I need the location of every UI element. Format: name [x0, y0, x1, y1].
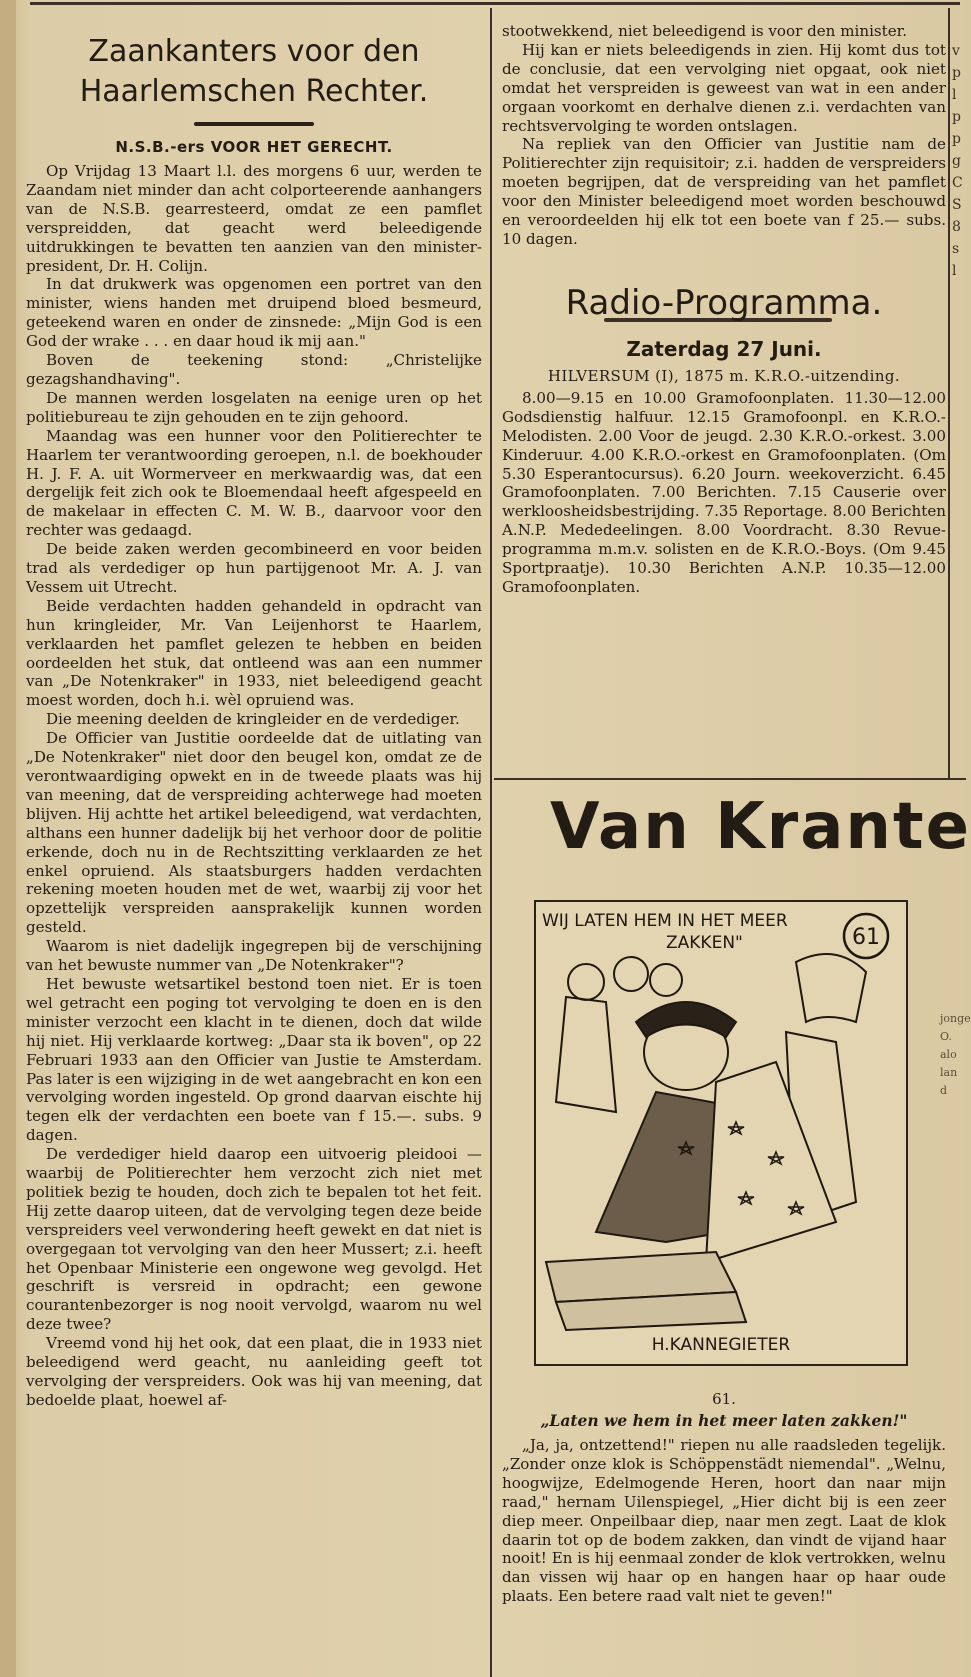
- cartoon-panel: [534, 900, 908, 1366]
- radio-program: 8.00—9.15 en 10.00 Gramofoonplaten. 11.30—12.00 Godsdienstig halfuur. 12.15 Gramofoonpl. en K.R.O.-Melodisten. 2.00 Voor de jeugd. 2.30 K.R.O.-orkest. 3.00 Kinderuur. 4.00 K.R.O.-orkest en Gramofoonplaten. (Om 5.30 Esperantocursus). 6.20 Journ. weekoverzicht. 6.45 Gramofoonplaten. 7.00 Berichten. 7.15 Causerie over werkloosheidsbestrijding. 7.35 Reportage. 8.00 Berichten A.N.P. Mededeelingen. 8.00 Voordracht. 8.30 Revue-programma m.m.v. solisten en de K.R.O.-Boys. (Om 9.45 Sportpraatje). 10.30 Berichten A.N.P. 10.35—12.00 Gramofoonplaten.: [502, 388, 946, 596]
- margin-fragment: lan: [940, 1066, 958, 1079]
- artist-signature: H.KANNEGIETER: [651, 1335, 791, 1355]
- page-edge: [0, 0, 16, 1677]
- cartoon-number: 61: [852, 925, 880, 950]
- cartoon-speech-line2: ZAKKEN": [666, 933, 743, 953]
- article-headline: Zaankanters voor den Haarlemschen Rechter.: [79, 34, 429, 109]
- margin-letter: v: [952, 43, 960, 59]
- article-paragraph: Die meening deelden de kringleider en de verdediger.: [46, 710, 460, 729]
- cartoon-illustration: [536, 902, 906, 1364]
- article-column: [26, 20, 482, 1410]
- margin-letter: S: [952, 197, 962, 213]
- article-paragraph: Vreemd vond hij het ook, dat een plaat, die in 1933 niet beleedigend werd geacht, nu aanleiding geeft tot vervolging der verspreiders. Ook was hij van meening, dat bedoelde plaat, hoewel af-: [26, 1334, 482, 1409]
- margin-fragment: O.: [940, 1030, 952, 1043]
- margin-letter: g: [952, 153, 961, 169]
- article-paragraph: De verdediger hield daarop een uitvoerig pleidooi — waarbij de Politierechter hem verzocht zich niet met politiek bezig te houden, doch zich te bepalen tot het feit. Hij zette daarop uiteen, dat de vervolging tegen deze beide verspreiders veel verwondering heeft gewekt en dat niet is overgegaan tot vervolging van den heer Mussert; z.i. heeft het Openbaar Ministerie een ongewone weg gevolgd. Het geschrift is versreid in opdracht; een gewone courantenbezorger is nog nooit vervolgd, waarom nu wel deze twee?: [26, 1145, 482, 1334]
- cartoon-speech: [542, 911, 793, 953]
- strip-heading: Van Krante: [550, 790, 971, 864]
- margin-letter: l: [952, 87, 957, 103]
- central-figure: [596, 1002, 836, 1262]
- radio-station: HILVERSUM (I), 1875 m. K.R.O.-uitzending.: [547, 366, 901, 385]
- article-paragraph: De mannen werden losgelaten na eenige uren op het politiebureau te zijn gehouden en te zijn gehoord.: [26, 388, 482, 426]
- adjacent-column-fragment: [952, 40, 966, 282]
- strip-title: „Laten we hem in het meer laten zakken!": [540, 1411, 908, 1430]
- radio-title: Radio-Programma.: [565, 282, 883, 323]
- cartoon-speech-line1: WIJ LATEN HEM IN HET MEER: [542, 911, 788, 931]
- article-paragraph: De Officier van Justitie oordeelde dat de uitlating van „De Notenkraker" niet door den beugel kon, omdat ze de verontwaardiging opwekt en in de tweede plaats was hij van meening, dat de verspreiding achterwege had moeten blijven. Hij achtte het artikel beleedigend, wat verdachten, althans een hunner dadelijk bij het verhoor door de politie erkende, doch nu in de Rechtszitting verklaarden ze het enkel opruiend. Als staatsburgers hadden verdachten rekening moeten houden met de wet, waarbij zij voor het opzettelijk verspreiden aansprakelijk kunnen worden gesteld.: [26, 729, 482, 937]
- strip-number: 61.: [712, 1390, 736, 1408]
- margin-letter: p: [952, 131, 961, 147]
- continuation-paragraph: stootwekkend, niet beleedigend is voor den minister.: [502, 22, 907, 40]
- article-paragraph: Beide verdachten hadden gehandeld in opdracht van hun kringleider, Mr. Van Leijenhorst te Haarlem, verklaarden het pamflet gelezen te hebben en beiden oordeelden het stuk, dat ontleend was aan een nummer van „De Notenkraker" in 1933, niet beleedigend geacht moest worden, doch h.i. wèl opruiend was.: [26, 596, 482, 710]
- continuation-paragraph: Hij kan er niets beleedigends in zien. Hij komt dus tot de conclusie, dat een vervolging niet opgaat, ook niet omdat het verspreiden is geweest van wat in een ander orgaan voorkomt en derhalve dienen z.i. verdachten van rechtsvervolging te worden ontslagen.: [502, 40, 946, 135]
- column-rule-2: [948, 8, 950, 778]
- margin-fragment: alo: [940, 1048, 957, 1061]
- article-paragraph: Maandag was een hunner voor den Politierechter te Haarlem ter verantwoording geroepen, n.l. de boekhouder H. J. F. A. uit Wormerveer en merkwaardig was, dat een dergelijk feit zich ook te Bloemendaal heeft afgespeeld en de makelaar in effecten C. M. W. B., daarvoor voor den rechter was gedaagd.: [26, 426, 482, 540]
- article-paragraph: De beide zaken werden gecombineerd en voor beiden trad als verdediger op hun partijgenoot Mr. A. J. van Vessem uit Utrecht.: [26, 540, 482, 596]
- margin-letter: 8: [952, 219, 961, 235]
- strip-text-block: [502, 1436, 946, 1606]
- continuation-paragraph: Na repliek van den Officier van Justitie nam de Politierechter zijn requisitoir; z.i. hadden de verspreiders moeten begrijpen, dat de verspreiding van het pamflet voor den Minister beleedigend moet worden beschouwd en veroordeelden hij elk tot een boete van f 25.— subs. 10 dagen.: [502, 135, 946, 248]
- article-paragraph: In dat drukwerk was opgenomen een portret van den minister, wiens handen met druipend bloed besmeurd, geteekend waren en onder de zinsnede: „Mijn God is een God der wrake . . . en daar houd ik mij aan.": [26, 275, 482, 351]
- radio-day: Zaterdag 27 Juni.: [626, 336, 822, 361]
- headline-ornament: [194, 122, 314, 126]
- article-paragraph: Het bewuste wetsartikel bestond toen niet. Er is toen wel getracht een poging tot vervolging te doen en is den minister verzocht een klacht in te dienen, doch dat wilde hij niet. Hij verklaarde kortweg: „Daar sta ik boven", op 22 Februari 1933 aan den Officier van Justie te Amsterdam. Pas later is een wijziging in de wet aangebracht en kon een vervolging worden ingesteld. Op grond daarvan eischte hij tegen elk der verdachten een boete van f 15.—. subs. 9 dagen.: [26, 974, 482, 1145]
- margin-fragment: d: [940, 1084, 948, 1097]
- stairs: [546, 1252, 746, 1330]
- cartoon-margin-fragment: [940, 1010, 971, 1100]
- margin-letter: p: [952, 65, 961, 81]
- column-rule-1: [490, 8, 492, 1677]
- strip-text: „Ja, ja, ontzettend!" riepen nu alle raadsleden tegelijk. „Zonder onze klok is Schöppenstädt niemendal". „Welnu, hoogwijze, Edelmogende Heren, hoort dan naar mijn raad," hernam Uilenspiegel, „Hier dicht bij is een zeer diep meer. Onpeilbaar diep, naar men zegt. Laat de klok daarin tot op de bodem zakken, dan vindt de vijand haar nooit! En is hij eenmaal zonder de klok vertrokken, welnu dan vissen wij haar op en hangen haar op haar oude plaats. Een betere raad valt niet te geven!": [502, 1436, 946, 1606]
- article-paragraph: Op Vrijdag 13 Maart l.l. des morgens 6 uur, werden te Zaandam niet minder dan acht colporteerende aanhangers van de N.S.B. gearresteerd, omdat ze een pamflet verspreidden, dat geacht werd beleedigende uitdrukkingen te bevatten ten aanzien van den minister-president, Dr. H. Colijn.: [26, 162, 482, 275]
- margin-letter: l: [952, 263, 957, 279]
- margin-letter: C: [952, 175, 963, 191]
- margin-letter: s: [952, 241, 960, 257]
- article-subhead: N.S.B.-ers VOOR HET GERECHT.: [115, 138, 393, 156]
- section-rule: [494, 778, 966, 780]
- article-paragraph: Waarom is niet dadelijk ingegrepen bij de verschijning van het bewuste nummer van „De Notenkraker"?: [26, 937, 482, 975]
- top-border: [30, 2, 960, 5]
- margin-fragment: jonge: [940, 1012, 971, 1025]
- margin-letter: p: [952, 109, 961, 125]
- second-column: [502, 22, 946, 597]
- article-paragraph: Boven de teekening stond: „Christelijke gezagshandhaving".: [26, 351, 482, 388]
